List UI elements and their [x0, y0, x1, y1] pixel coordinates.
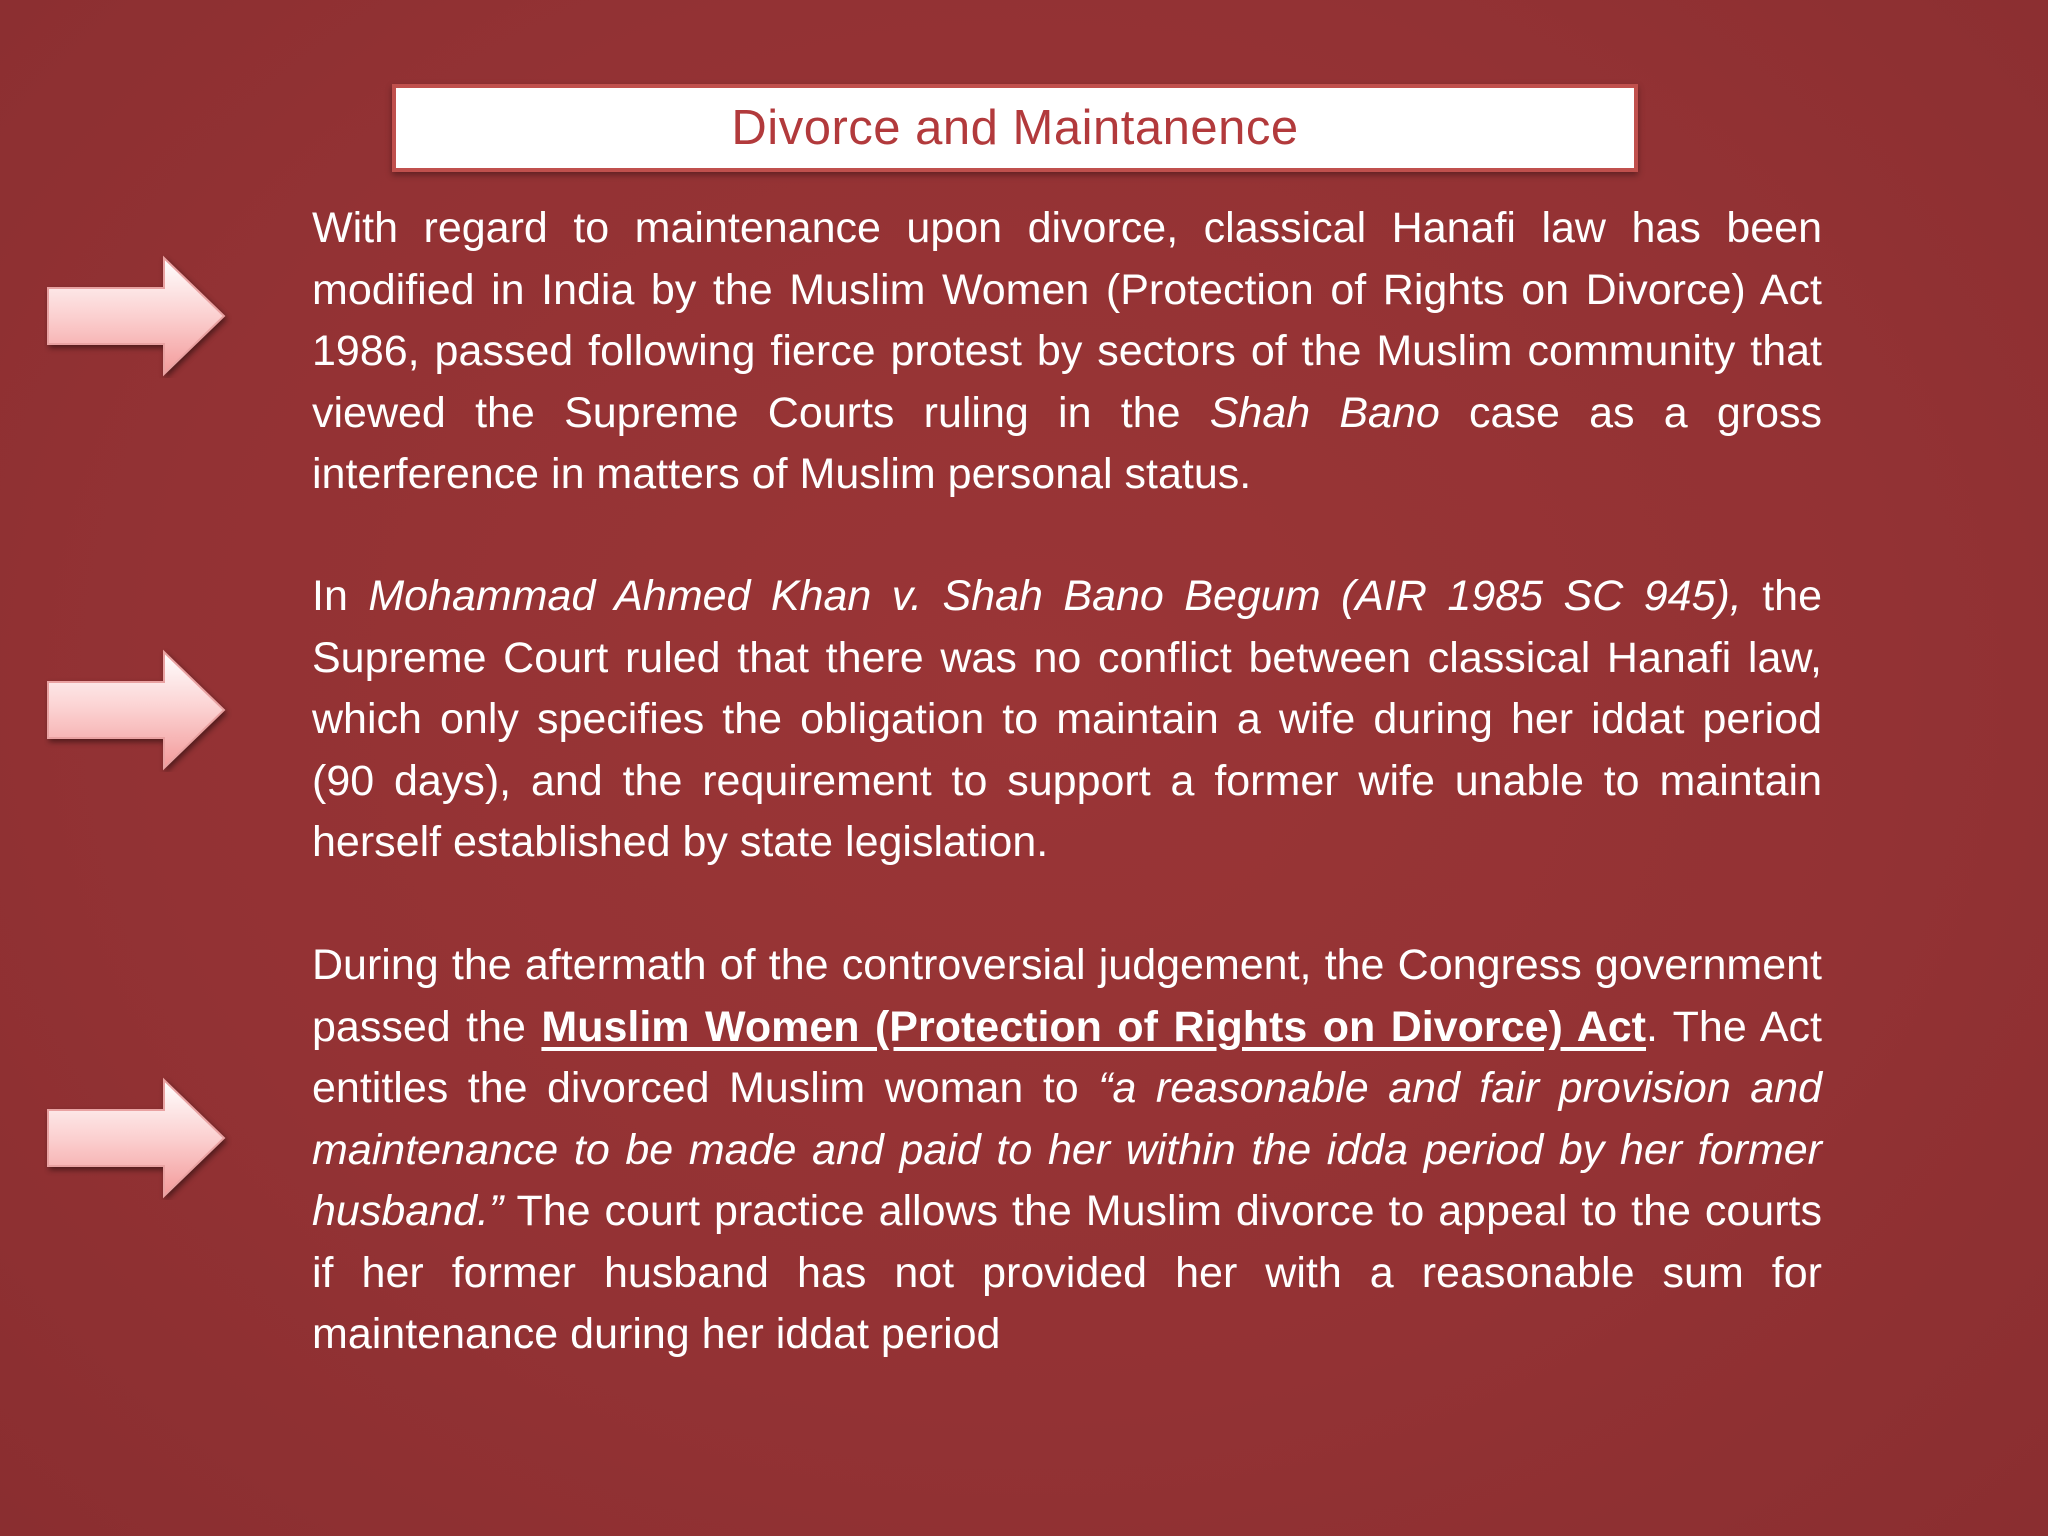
paragraph-shah-bano-ruling: [312, 566, 1822, 874]
paragraph-text: . The Act entitles the divorced Muslim woman to: [312, 1002, 1822, 1112]
case-name-italic: Shah Bano: [1209, 388, 1440, 437]
paragraph-congress-act: [312, 935, 1822, 1366]
case-citation-italic: Mohammad Ahmed Khan v. Shah Bano Begum (AIR 1985 SC 945),: [368, 572, 1742, 620]
slide-title: Divorce and Maintanence: [731, 101, 1299, 155]
right-arrow-icon: [44, 254, 232, 378]
paragraph-maintenance-upon-divorce: [312, 198, 1822, 506]
paragraph-text: In: [312, 572, 369, 620]
slide-title-box: [392, 84, 1638, 172]
act-name-link: Muslim Women (Protection of Rights on Divorce) Act: [541, 1002, 1646, 1051]
paragraph-text: With regard to maintenance upon divorce, classical Hanafi law has been modified in India by the Muslim Women (Protection of Rights on Divorce) Act 1986, passed following fierce protest by sectors of the Muslim community that viewed the Supreme Courts ruling in the: [312, 204, 1822, 437]
right-arrow-icon: [44, 1076, 232, 1200]
paragraph-text: the Supreme Court ruled that there was no conflict between classical Hanafi law, which only specifies the obligation to maintain a wife during her iddat period (90 days), and the requirement to support a former wife unable to maintain herself established by state legislation.: [312, 572, 1822, 866]
right-arrow-icon: [44, 648, 232, 772]
paragraph-text: The court practice allows the Muslim divorce to appeal to the courts if her former husband has not provided her with a reasonable sum for maintenance during her iddat period: [312, 1187, 1822, 1358]
paragraph-text: During the aftermath of the controversial judgement, the Congress government passed the: [312, 941, 1822, 1051]
act-quote-italic: “a reasonable and fair provision and maintenance to be made and paid to her within the idda period by her former husband.”: [312, 1064, 1822, 1235]
paragraph-text: case as a gross interference in matters of Muslim personal status.: [312, 388, 1823, 498]
